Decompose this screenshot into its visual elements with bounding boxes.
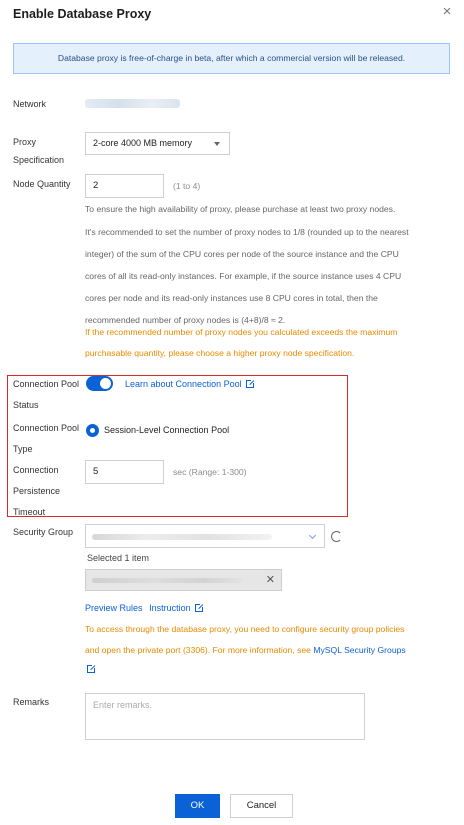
node-help-line: It's recommended to set the number of proxy nodes to 1/8 (rounded up to the nearest <box>85 227 409 237</box>
selected-security-group-tag <box>85 569 282 591</box>
security-group-value-redacted <box>92 534 272 540</box>
remarks-label: Remarks <box>13 697 50 707</box>
session-pool-radio-label: Session-Level Connection Pool <box>104 425 230 435</box>
proxy-spec-value: 2-core 4000 MB memory <box>93 138 193 148</box>
pool-type-label-1: Connection Pool <box>13 423 80 433</box>
node-warning-line: purchasable quantity, please choose a higher proxy node specification. <box>85 348 355 358</box>
preview-rules-link[interactable]: Preview Rules <box>85 603 143 613</box>
cancel-button[interactable]: Cancel <box>230 794 293 818</box>
node-help-line: To ensure the high availability of proxy, please purchase at least two proxy nodes. <box>85 204 396 214</box>
ok-button[interactable]: OK <box>175 794 220 818</box>
node-help-line: recommended number of proxy nodes is (4+8)/8 ≈ 2. <box>85 315 286 325</box>
node-quantity-input[interactable]: 2 <box>85 174 164 198</box>
network-value-redacted <box>85 99 180 108</box>
node-help-line: integer) of the sum of the CPU cores per node of the source instance and the CPU <box>85 249 399 259</box>
proxy-spec-label-2: Specification <box>13 155 65 165</box>
node-quantity-range: (1 to 4) <box>173 181 201 191</box>
sg-warning-line-2 <box>85 640 455 662</box>
tag-value-redacted <box>92 578 242 583</box>
connection-pool-toggle[interactable] <box>86 376 113 391</box>
close-icon[interactable]: × <box>442 3 452 20</box>
mysql-link-external[interactable] <box>87 664 95 675</box>
pool-status-label-2: Status <box>13 400 39 410</box>
timeout-label-3: Timeout <box>13 507 46 517</box>
external-link-icon <box>246 380 254 388</box>
timeout-range-hint: sec (Range: 1-300) <box>173 467 247 477</box>
selected-count: Selected 1 item <box>87 553 150 563</box>
dialog-title: Enable Database Proxy <box>13 7 152 21</box>
pool-type-label-2: Type <box>13 444 33 454</box>
learn-link-text: Learn about Connection Pool <box>125 379 242 389</box>
remarks-textarea[interactable]: Enter remarks. <box>85 693 365 740</box>
learn-connection-pool-link[interactable] <box>125 379 254 390</box>
instruction-link[interactable]: Instruction <box>149 603 191 613</box>
node-help-line: cores per node and its read-only instances use 8 CPU cores in total, then the <box>85 293 378 303</box>
preview-rules-row <box>85 603 203 614</box>
external-link-icon <box>195 604 203 612</box>
timeout-label-1: Connection <box>13 465 59 475</box>
external-link-icon <box>87 665 95 673</box>
proxy-spec-select[interactable] <box>85 132 230 155</box>
info-banner: Database proxy is free-of-charge in beta, after which a commercial version will be released. <box>13 43 450 74</box>
caret-down-icon <box>214 142 220 146</box>
session-pool-radio[interactable] <box>86 424 99 437</box>
node-warning-line: If the recommended number of proxy nodes you calculated exceeds the maximum <box>85 327 398 337</box>
remove-tag-icon[interactable]: ✕ <box>265 574 275 586</box>
network-label: Network <box>13 99 47 109</box>
sg-warning-prefix: and open the private port (3306). For more information, see <box>85 645 311 655</box>
pool-status-label-1: Connection Pool <box>13 379 80 389</box>
mysql-security-groups-link[interactable]: MySQL Security Groups <box>313 645 406 655</box>
security-group-select[interactable] <box>85 524 325 548</box>
sg-warning-line-1: To access through the database proxy, you need to configure security group policies <box>85 624 405 634</box>
chevron-down-icon <box>309 532 316 539</box>
refresh-icon[interactable] <box>331 531 342 542</box>
timeout-label-2: Persistence <box>13 486 61 496</box>
timeout-input[interactable]: 5 <box>85 460 164 484</box>
security-group-label: Security Group <box>13 527 74 537</box>
toggle-knob <box>100 378 111 389</box>
node-help-line: cores of all its read-only instances. For example, if the source instance uses 4 CPU <box>85 271 402 281</box>
proxy-spec-label-1: Proxy <box>13 137 37 147</box>
node-quantity-label: Node Quantity <box>13 179 71 189</box>
